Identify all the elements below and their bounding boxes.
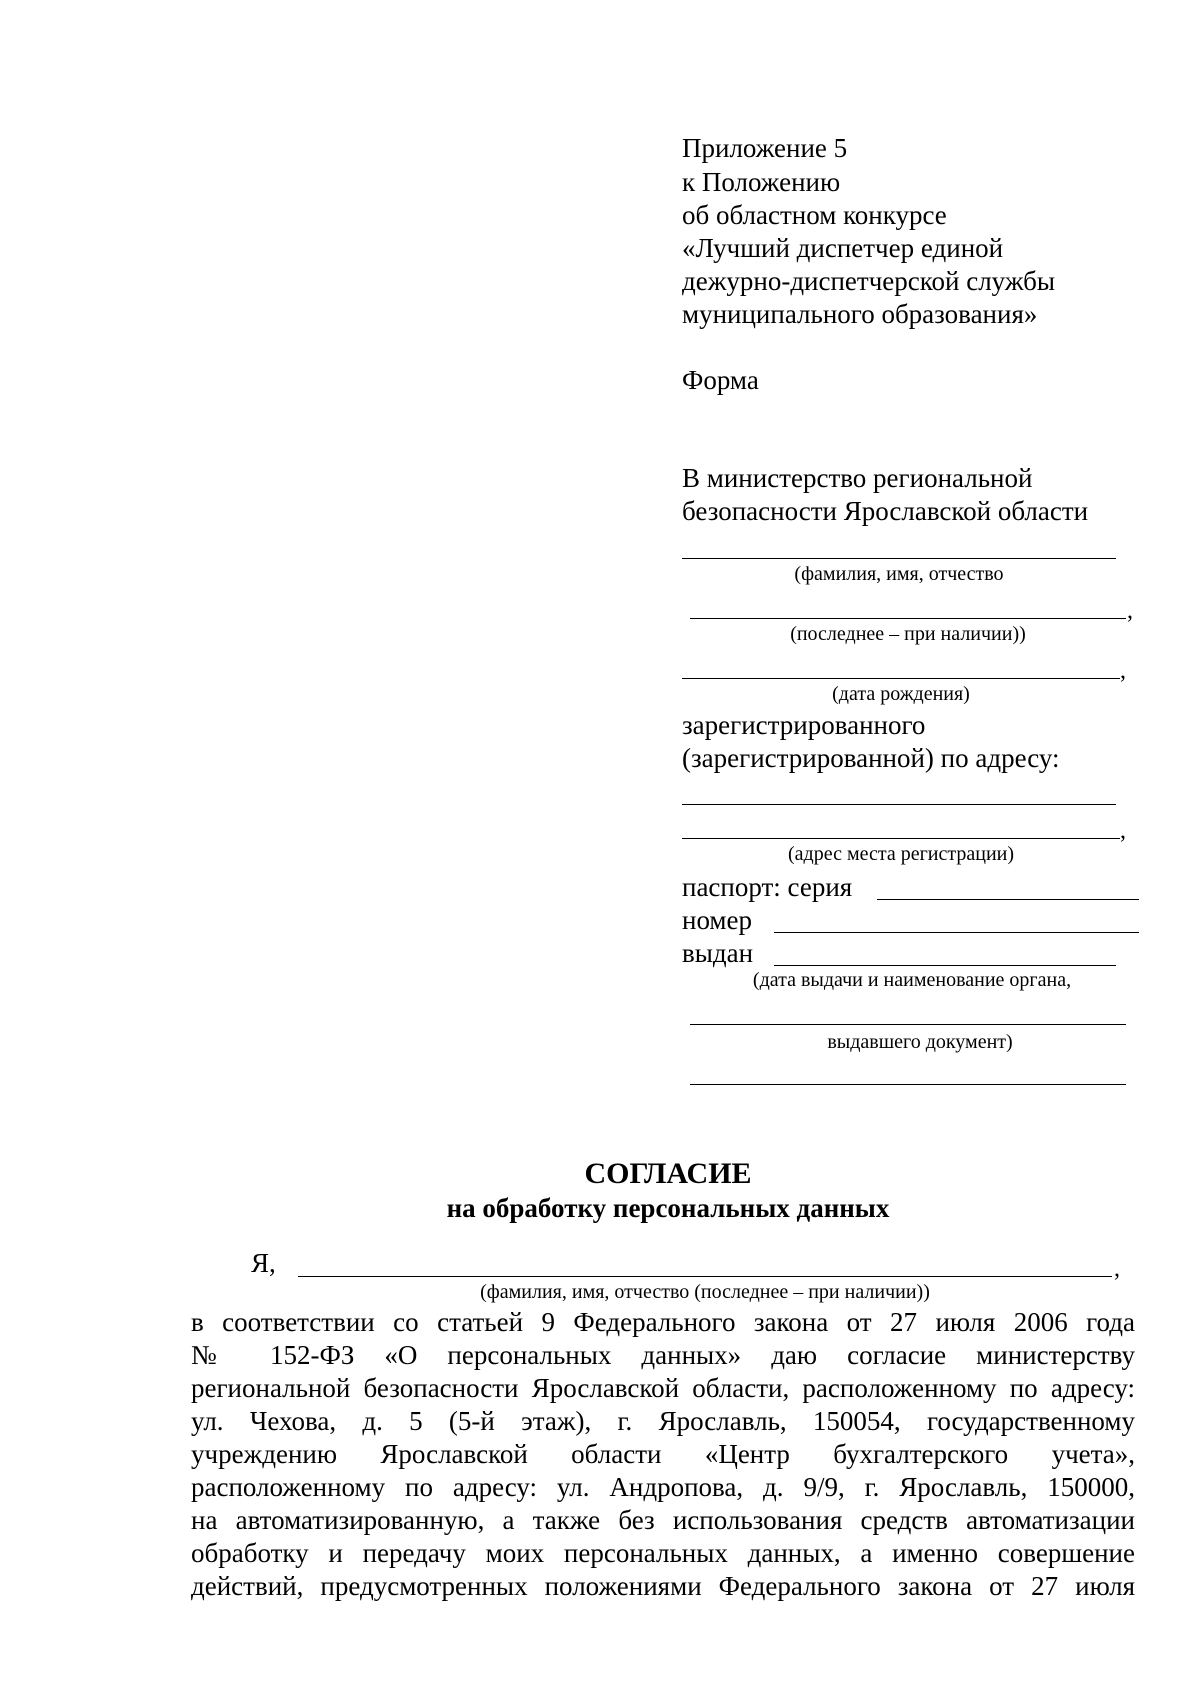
address-caption: (адрес места регистрации) <box>787 843 1015 865</box>
appendix-line: муниципального образования» <box>682 299 1038 329</box>
comma: , <box>1114 1256 1120 1282</box>
passport-series-label: паспорт: серия <box>682 872 853 902</box>
consent-text-line: № 152-ФЗ «О персональных данных» даю согласие министерству <box>191 1340 1135 1370</box>
consent-subtitle: на обработку персональных данных <box>446 1193 890 1223</box>
passport-issued-blank[interactable] <box>774 965 1116 966</box>
address-blank-1[interactable] <box>682 804 1116 805</box>
fio-blank-2[interactable] <box>690 618 1126 619</box>
fio-caption-1: (фамилия, имя, отчество <box>794 563 1004 585</box>
appendix-line: к Положению <box>682 167 841 197</box>
passport-issued-label: выдан <box>682 938 754 968</box>
registered-line: (зарегистрированной) по адресу: <box>682 743 1060 773</box>
consent-text-line: на автоматизированную, а также без использования средств автоматизации <box>191 1505 1135 1535</box>
consent-text-line: действий, предусмотренных положениями Федерального закона от 27 июля <box>191 1571 1135 1601</box>
birth-date-caption: (дата рождения) <box>832 683 970 705</box>
appendix-line: «Лучший диспетчер единой <box>682 233 1004 263</box>
issue-caption-1: (дата выдачи и наименование органа, <box>752 969 1072 991</box>
issue-blank-1[interactable] <box>690 1024 1126 1025</box>
consent-text-line: региональной безопасности Ярославской области, расположенному по адресу: <box>191 1373 1135 1403</box>
appendix-line: дежурно-диспетчерской службы <box>682 266 1055 296</box>
issue-caption-2: выдавшего документ) <box>827 1031 1013 1053</box>
comma: , <box>1127 598 1133 624</box>
appendix-line: Приложение 5 <box>682 133 848 163</box>
fio-blank-1[interactable] <box>682 558 1116 559</box>
consent-title: СОГЛАСИЕ <box>584 1157 752 1190</box>
consent-text-line: обработку и передачу моих персональных данных, а именно совершение <box>191 1538 1135 1568</box>
issue-blank-2[interactable] <box>690 1084 1126 1085</box>
form-label: Форма <box>682 365 759 395</box>
consent-text-line: учреждению Ярославской области «Центр бухгалтерского учета», <box>191 1439 1135 1469</box>
comma: , <box>1120 818 1126 844</box>
consent-i-label: Я, <box>251 1248 276 1278</box>
address-blank-2[interactable] <box>682 838 1120 839</box>
passport-series-blank[interactable] <box>877 899 1139 900</box>
registered-line: зарегистрированного <box>682 710 926 740</box>
birth-date-blank[interactable] <box>682 678 1120 679</box>
addressee-line: безопасности Ярославской области <box>682 496 1089 526</box>
fio-caption-2: (последнее – при наличии)) <box>790 623 1026 645</box>
consent-name-blank[interactable] <box>298 1276 1112 1277</box>
consent-name-caption: (фамилия, имя, отчество (последнее – при наличии)) <box>480 1281 930 1303</box>
consent-text-line: ул. Чехова, д. 5 (5-й этаж), г. Ярославль, 150054, государственному <box>191 1406 1135 1436</box>
appendix-line: об областном конкурсе <box>682 200 947 230</box>
consent-text-line: расположенному по адресу: ул. Андропова, д. 9/9, г. Ярославль, 150000, <box>191 1472 1135 1502</box>
passport-number-blank[interactable] <box>774 932 1139 933</box>
comma: , <box>1120 658 1126 684</box>
passport-number-label: номер <box>682 905 753 935</box>
addressee-line: В министерство региональной <box>682 463 1033 493</box>
consent-text-line: в соответствии со статьей 9 Федерального закона от 27 июля 2006 года <box>191 1307 1135 1337</box>
